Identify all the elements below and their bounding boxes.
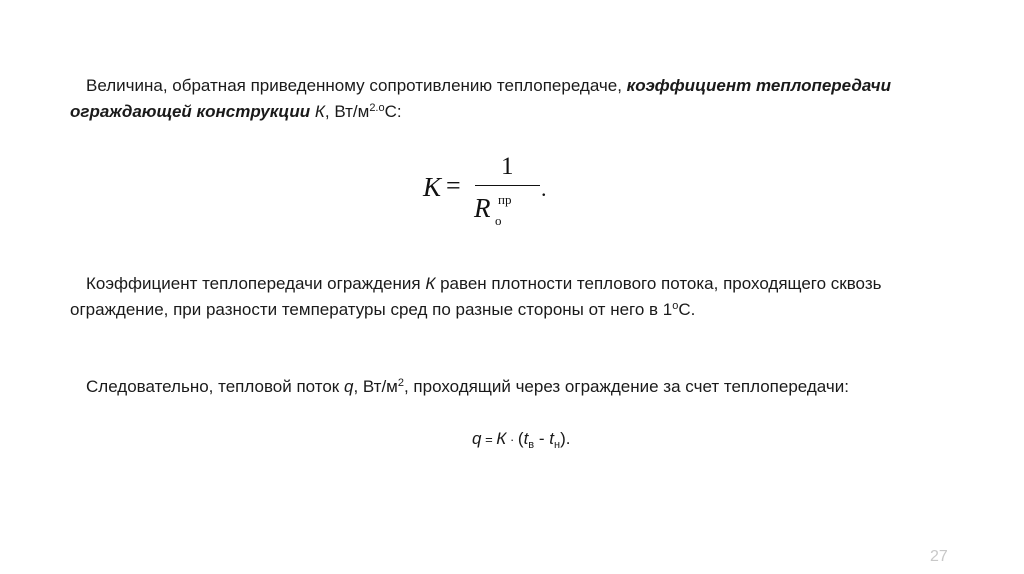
formula-period: . <box>541 176 547 201</box>
symbol-K: К <box>425 274 436 293</box>
p1-text: Величина, обратная приведенному сопротивлению теплопередаче, <box>86 76 627 95</box>
paragraph-coefficient-definition: Коэффициент теплопередачи ограждения К равен плотности теплового потока, проходящего сквозь ограждение, при разности температуры сред по разные стороны от него в $1^оС$. <box>70 274 882 319</box>
paragraph-heat-flow: Следовательно, тепловой поток q, $Вт/м^2$, проходящий через ограждение за счет теплопередачи: <box>86 377 849 396</box>
symbol-K: К <box>314 102 325 121</box>
unit-superscript: 2 <box>397 377 404 389</box>
term-bold-italic: коэффициент теплопередачи ограждающей конструкции <box>70 76 891 121</box>
denominator-superscript: пр <box>498 192 512 207</box>
paragraph-heat-transfer-coefficient: Величина, обратная приведенному сопротивлению теплопередаче, коэффициент теплопередачи ограждающей конструкции К, $Вт/м^{2.o}С$: <box>70 76 891 121</box>
formula-denominator: R <box>474 193 491 223</box>
formula-lhs: K <box>423 172 442 202</box>
degree-superscript: о <box>672 300 679 312</box>
fraction-bar <box>475 185 540 186</box>
symbol-q: q <box>343 377 354 396</box>
formula-equals: = <box>446 171 461 200</box>
formula-numerator: 1 <box>501 153 514 180</box>
unit-superscript: 2.o <box>369 102 385 114</box>
page-number: 27 <box>930 548 948 565</box>
denominator-subscript: о <box>495 213 502 228</box>
formula-heat-flow: $q = К \cdot (t_в - t_н)$. <box>472 429 571 451</box>
formula-k-equals-inverse-r <box>420 152 560 232</box>
